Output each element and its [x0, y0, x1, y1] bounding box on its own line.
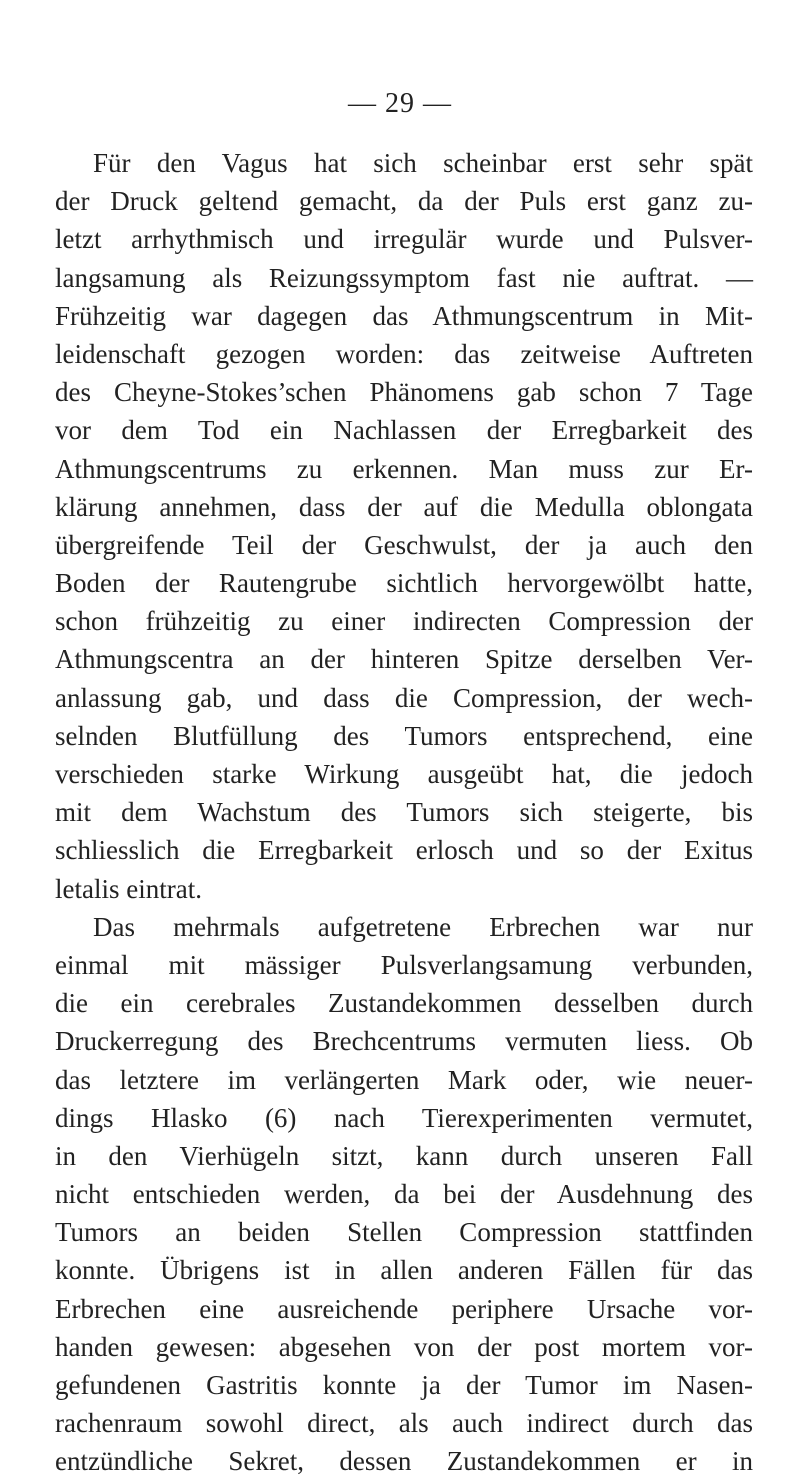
text-line: Tumors an beiden Stellen Compression stattfinden: [55, 1217, 753, 1248]
text-line: die ein cerebrales Zustandekommen desselben durch: [55, 988, 753, 1019]
text-line: Athmungscentrums zu erkennen. Man muss zur Er-: [55, 453, 753, 484]
text-line: Frühzeitig war dagegen das Athmungscentrum in Mit-: [55, 300, 753, 331]
page-number: — 29 —: [348, 88, 452, 119]
text-line: selnden Blutfüllung des Tumors entsprechend, eine: [55, 720, 753, 751]
text-line: nicht entschieden werden, da bei der Ausdehnung des: [55, 1179, 753, 1210]
text-line: Athmungscentra an der hinteren Spitze derselben Ver-: [55, 644, 753, 675]
text-line: mit dem Wachstum des Tumors sich steigerte, bis: [55, 797, 753, 828]
text-line: der Druck geltend gemacht, da der Puls erst ganz zu-: [55, 186, 753, 217]
text-line: schliesslich die Erregbarkeit erlosch und so der Exitus: [55, 835, 753, 866]
text-line: leidenschaft gezogen worden: das zeitweise Auftreten: [55, 338, 753, 369]
text-line: klärung annehmen, dass der auf die Medulla oblongata: [55, 491, 753, 522]
text-line: schon frühzeitig zu einer indirecten Compression der: [55, 606, 753, 637]
text-line: letalis eintrat.: [55, 873, 202, 904]
text-line: handen gewesen: abgesehen von der post mortem vor-: [55, 1331, 753, 1362]
text-line: dings Hlasko (6) nach Tierexperimenten vermutet,: [55, 1102, 753, 1133]
text-line: des Cheyne-Stokes’schen Phänomens gab schon 7 Tage: [55, 377, 753, 408]
body-text: [55, 144, 753, 1481]
text-line: das letztere im verlängerten Mark oder, wie neuer-: [55, 1064, 753, 1095]
text-line: rachenraum sowohl direct, als auch indirect durch das: [55, 1408, 753, 1439]
text-line: einmal mit mässiger Pulsverlangsamung verbunden,: [55, 949, 753, 980]
text-line: verschieden starke Wirkung ausgeübt hat, die jedoch: [55, 759, 753, 789]
text-line: Für den Vagus hat sich scheinbar erst sehr spät: [93, 148, 753, 178]
text-line: langsamung als Reizungssymptom fast nie auftrat. —: [55, 262, 753, 293]
text-line: Boden der Rautengrube sichtlich hervorgewölbt hatte,: [55, 568, 753, 599]
text-line: vor dem Tod ein Nachlassen der Erregbarkeit des: [55, 415, 753, 446]
text-line: entzündliche Sekret, dessen Zustandekommen er in: [55, 1446, 753, 1477]
text-line: gefundenen Gastritis konnte ja der Tumor im Nasen-: [55, 1370, 753, 1400]
text-line: konnte. Übrigens ist in allen anderen Fällen für das: [55, 1255, 753, 1286]
text-line: Das mehrmals aufgetretene Erbrechen war nur: [93, 911, 753, 942]
text-line: Erbrechen eine ausreichende periphere Ursache vor-: [55, 1293, 753, 1324]
text-line: übergreifende Teil der Geschwulst, der ja auch den: [55, 529, 753, 560]
text-line: Druckerregung des Brechcentrums vermuten liess. Ob: [55, 1026, 753, 1057]
text-line: in den Vierhügeln sitzt, kann durch unseren Fall: [55, 1140, 753, 1171]
text-line: letzt arrhythmisch und irregulär wurde und Pulsver-: [55, 224, 753, 255]
text-line: anlassung gab, und dass die Compression, der wech-: [55, 682, 753, 713]
